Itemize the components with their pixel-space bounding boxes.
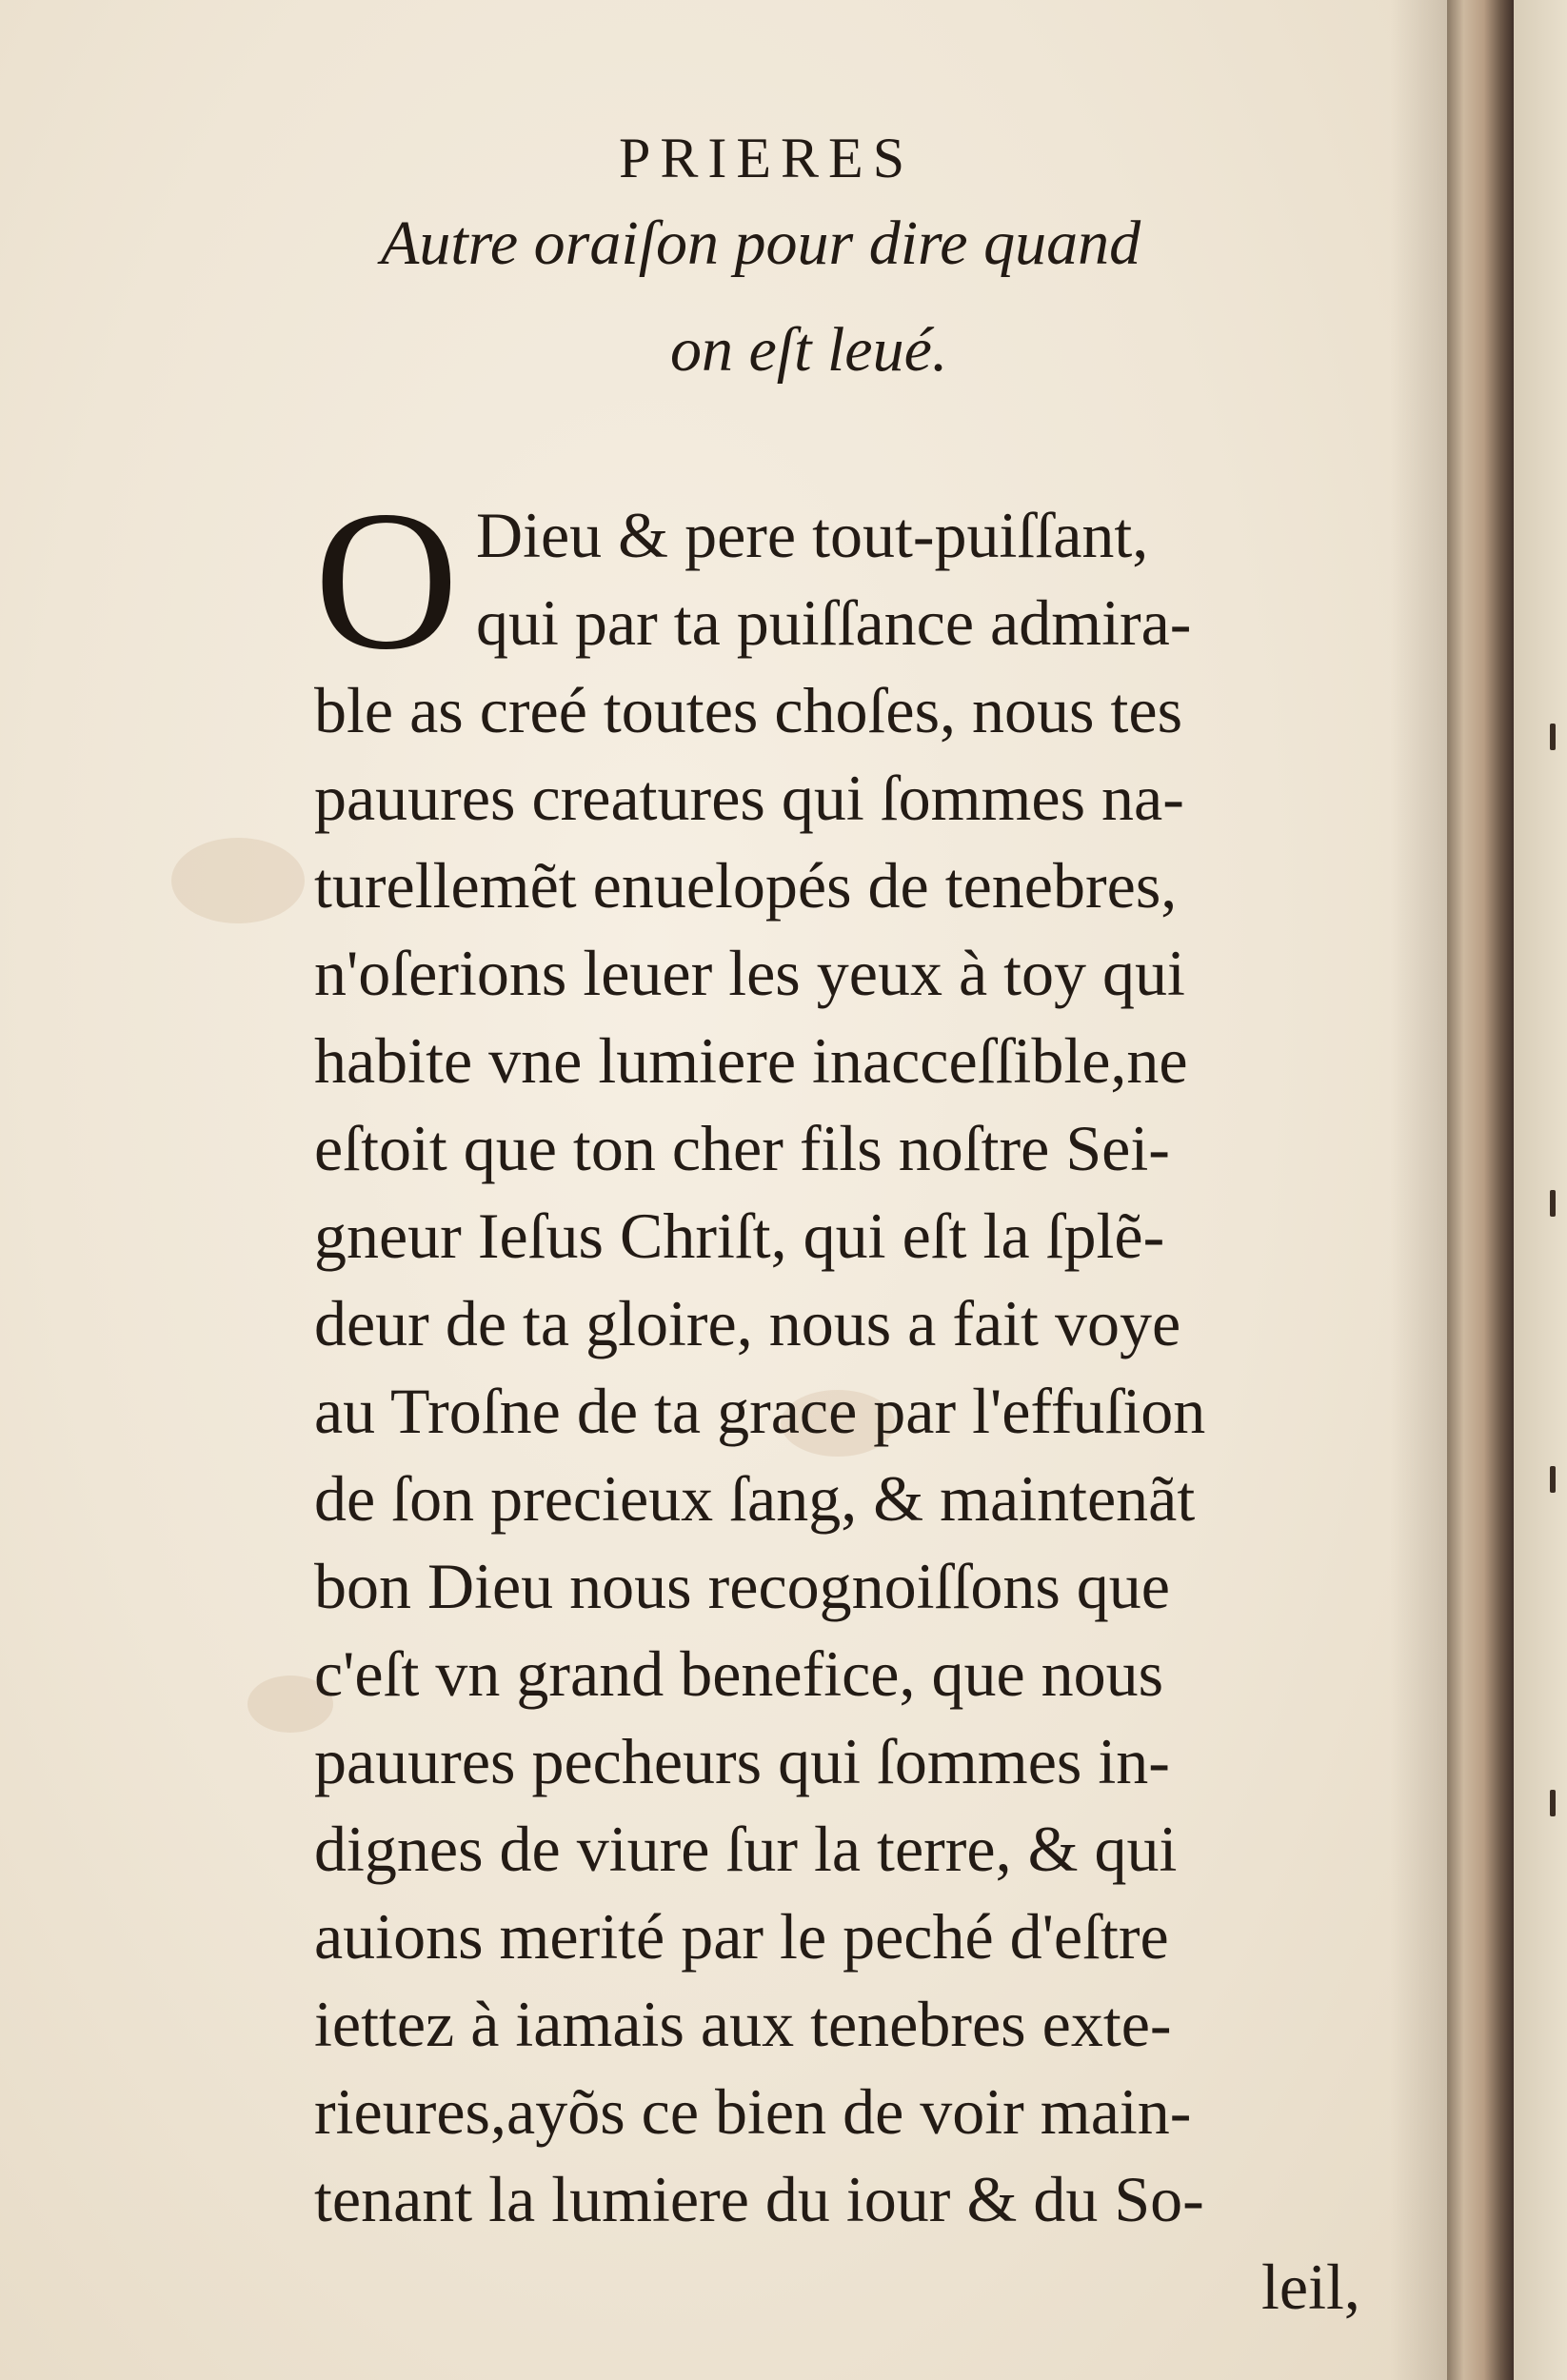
ink-mark [1550,1190,1556,1217]
body-line-11: au Troſne de ta grace par l'effuſion [314,1375,1206,1447]
running-heading: PRIERES [619,127,915,189]
body-line-13: bon Dieu nous recognoiſſons que [314,1550,1170,1622]
facing-page-edge [1514,0,1567,2380]
prayer-title-line-1: Autre oraiſon pour dire quand [381,208,1141,278]
body-line-15: pauures pecheurs qui ſommes in- [314,1725,1170,1797]
paper-stain [171,838,305,923]
book-gutter [1447,0,1514,2380]
body-line-19: rieures,ayõs ce bien de voir main- [314,2075,1192,2148]
body-line-9: gneur Ieſus Chriſt, qui eſt la ſplẽ- [314,1200,1165,1272]
body-line-1: Dieu & pere tout-puiſſant, [476,499,1149,571]
body-line-17: auions merité par le peché d'eſtre [314,1900,1169,1973]
body-line-3: ble as creé toutes choſes, nous tes [314,674,1183,746]
body-line-12: de ſon precieux ſang, & maintenãt [314,1462,1196,1535]
body-line-21: leil, [1261,2251,1360,2323]
body-line-7: habite vne lumiere inacceſſible,ne [314,1024,1188,1097]
ink-mark [1550,724,1556,750]
body-line-20: tenant la lumiere du iour & du So- [314,2163,1204,2235]
body-line-18: iettez à iamais aux tenebres exte- [314,1988,1172,2060]
ink-mark [1550,1790,1556,1816]
body-line-10: deur de ta gloire, nous a fait voye [314,1287,1181,1359]
body-line-16: dignes de viure ſur la terre, & qui [314,1813,1178,1885]
body-line-4: pauures creatures qui ſommes na- [314,762,1184,834]
prayer-title-line-2: on eſt leué. [670,315,948,385]
body-line-14: c'eſt vn grand benefice, que nous [314,1637,1164,1710]
drop-cap: O [314,470,459,691]
body-line-2: qui par ta puiſſance admira- [476,586,1192,659]
body-line-8: eſtoit que ton cher fils noſtre Sei- [314,1112,1170,1184]
ink-mark [1550,1466,1556,1493]
body-line-5: turellemẽt enuelopés de tenebres, [314,849,1178,922]
body-line-6: n'oſerions leuer les yeux à toy qui [314,937,1185,1009]
